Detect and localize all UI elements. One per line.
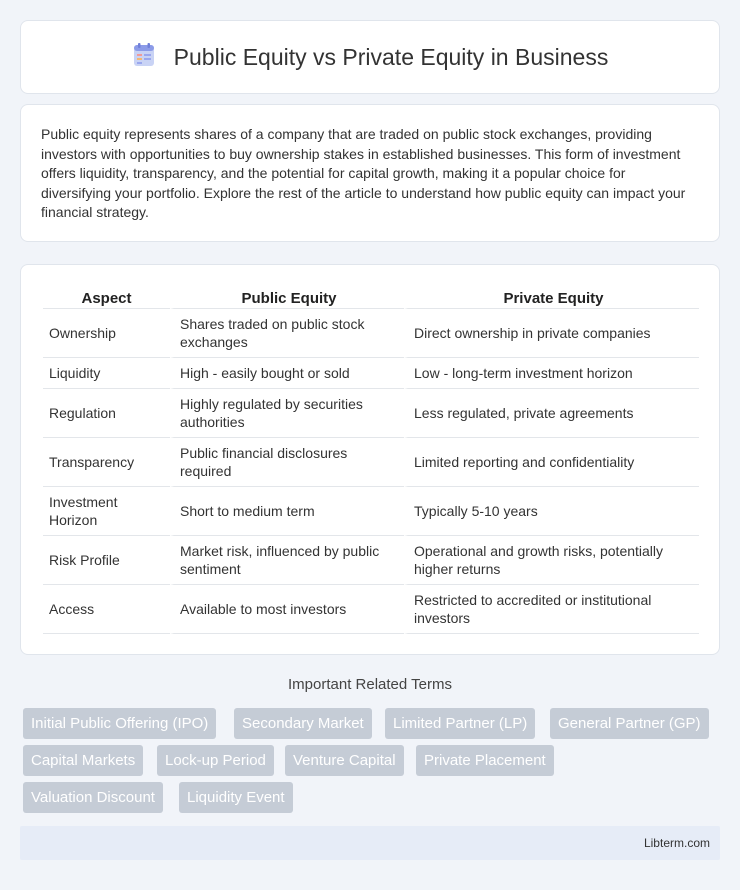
comparison-table [43, 287, 699, 634]
tag-private-placement[interactable]: Private Placement [416, 745, 554, 776]
cell-public: Market risk, influenced by public sentiment [170, 536, 404, 585]
header-private-equity: Private Equity [404, 287, 699, 309]
cell-aspect: Regulation [43, 389, 170, 438]
cell-public: High - easily bought or sold [170, 358, 404, 389]
comparison-table-card [20, 264, 720, 655]
cell-public: Highly regulated by securities authorities [170, 389, 404, 438]
intro-card [20, 104, 720, 242]
header-card [20, 20, 720, 94]
tag-secondary-market[interactable]: Secondary Market [234, 708, 372, 739]
tag-capital-markets[interactable]: Capital Markets [23, 745, 143, 776]
cell-private: Low - long-term investment horizon [404, 358, 699, 389]
table-row [43, 487, 699, 536]
tag-valuation-discount[interactable]: Valuation Discount [23, 782, 163, 813]
cell-aspect: Risk Profile [43, 536, 170, 585]
intro-text: Public equity represents shares of a company that are traded on public stock exchanges, providing investors with opportunities to buy ownership stakes in established businesses. This form of investment offers liquidity, transparency, and the potential for capital growth, making it a popular choice for diversifying your portfolio. Explore the rest of the article to understand how public equity can impact your financial strategy. [41, 126, 686, 220]
table-row [43, 536, 699, 585]
table-row [43, 438, 699, 487]
cell-private: Less regulated, private agreements [404, 389, 699, 438]
cell-public: Shares traded on public stock exchanges [170, 309, 404, 358]
tag-liquidity-event[interactable]: Liquidity Event [179, 782, 293, 813]
footer [20, 826, 720, 860]
document-icon [132, 42, 156, 73]
cell-aspect: Transparency [43, 438, 170, 487]
related-terms-title: Important Related Terms [288, 676, 452, 693]
table-row [43, 309, 699, 358]
table-row [43, 585, 699, 634]
cell-aspect: Ownership [43, 309, 170, 358]
cell-private: Operational and growth risks, potentially higher returns [404, 536, 699, 585]
cell-private: Typically 5-10 years [404, 487, 699, 536]
table-row [43, 389, 699, 438]
tag-limited-partner[interactable]: Limited Partner (LP) [385, 708, 535, 739]
table-row [43, 358, 699, 389]
page-title: Public Equity vs Private Equity in Business [173, 43, 609, 70]
cell-private: Direct ownership in private companies [404, 309, 699, 358]
cell-private: Limited reporting and confidentiality [404, 438, 699, 487]
cell-public: Public financial disclosures required [170, 438, 404, 487]
tag-venture-capital[interactable]: Venture Capital [285, 745, 404, 776]
cell-aspect: Liquidity [43, 358, 170, 389]
cell-public: Available to most investors [170, 585, 404, 634]
cell-aspect: Access [43, 585, 170, 634]
tag-lock-up-period[interactable]: Lock-up Period [157, 745, 274, 776]
header-aspect: Aspect [43, 287, 170, 309]
cell-aspect: Investment Horizon [43, 487, 170, 536]
footer-brand[interactable]: Libterm.com [643, 836, 710, 850]
cell-public: Short to medium term [170, 487, 404, 536]
header-public-equity: Public Equity [170, 287, 404, 309]
tag-general-partner[interactable]: General Partner (GP) [550, 708, 709, 739]
title-wrap [132, 42, 609, 73]
cell-private: Restricted to accredited or institutional investors [404, 585, 699, 634]
tag-ipo[interactable]: Initial Public Offering (IPO) [23, 708, 216, 739]
